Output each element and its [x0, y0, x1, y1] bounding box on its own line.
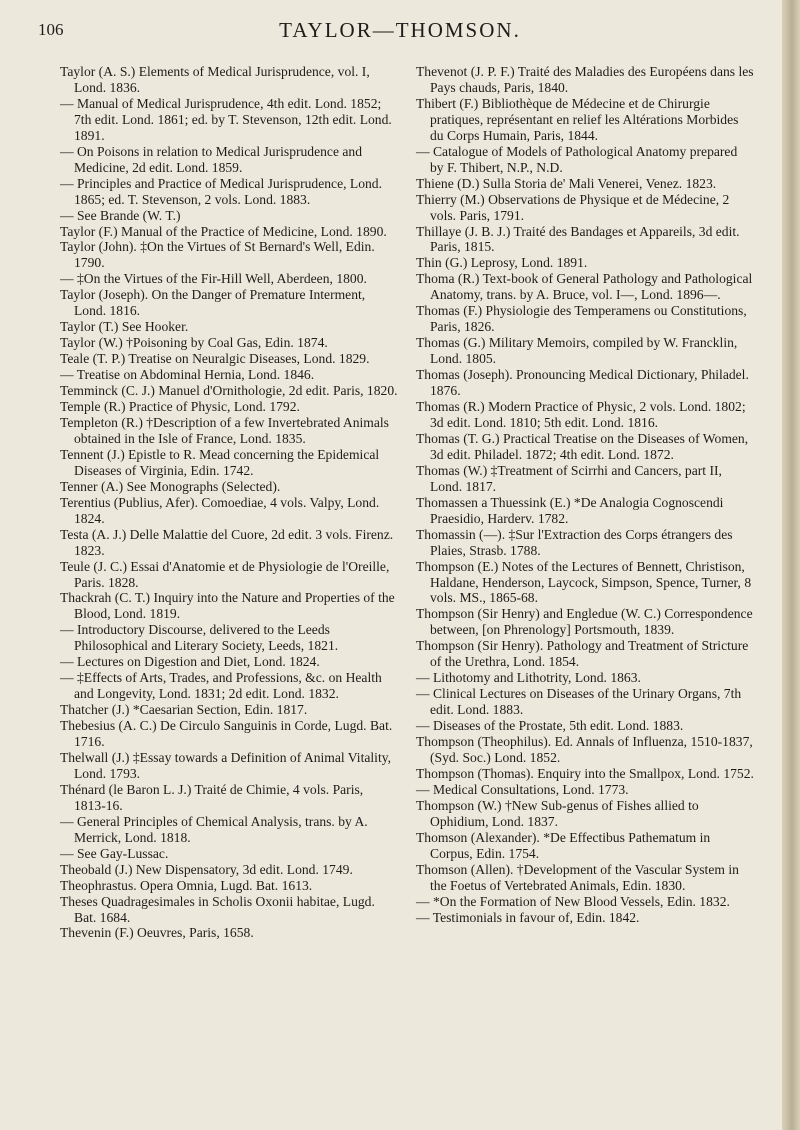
bibliography-entry: Thomassen a Thuessink (E.) *De Analogia Cognoscendi Praesidio, Harderv. 1782.	[416, 494, 724, 526]
bibliography-entry: Teule (J. C.) Essai d'Anatomie et de Physiologie de l'Oreille, Paris. 1828.	[60, 558, 390, 590]
bibliography-entry: Thénard (le Baron L. J.) Traité de Chimie, 4 vols. Paris, 1813-16.	[60, 781, 364, 813]
page-edge-shadow	[782, 0, 800, 1130]
bibliography-entry: Theophrastus. Opera Omnia, Lugd. Bat. 1613.	[60, 877, 313, 893]
bibliography-entry: Thomassin (—). ‡Sur l'Extraction des Corps étrangers des Plaies, Strasb. 1788.	[416, 526, 733, 558]
bibliography-entry: Thebesius (A. C.) De Circulo Sanguinis in Corde, Lugd. Bat. 1716.	[60, 718, 393, 750]
bibliography-entry: Thibert (F.) Bibliothèque de Médecine et de Chirurgie pratiques, représentant en relief les Altérations Morbides du Corps Humain, Paris, 1844.	[416, 95, 739, 143]
bibliography-entry: Thompson (W.) †New Sub-genus of Fishes allied to Ophidium, Lond. 1837.	[416, 797, 699, 829]
running-head: TAYLOR—THOMSON.	[279, 18, 521, 42]
bibliography-entry: Thomas (G.) Military Memoirs, compiled by W. Francklin, Lond. 1805.	[416, 335, 738, 367]
bibliography-entry: — Manual of Medical Jurisprudence, 4th edit. Lond. 1852; 7th edit. Lond. 1861; ed. by T. Stevenson, 12th edit. Lond. 1891.	[60, 95, 392, 143]
bibliography-entry: — Testimonials in favour of, Edin. 1842.	[416, 909, 640, 925]
bibliography-entry: Terentius (Publius, Afer). Comoediae, 4 vols. Valpy, Lond. 1824.	[60, 494, 380, 526]
bibliography-entry: — ‡On the Virtues of the Fir-Hill Well, Aberdeen, 1800.	[60, 271, 367, 287]
bibliography-entry: Temple (R.) Practice of Physic, Lond. 1792.	[60, 399, 300, 415]
bibliography-entry: Templeton (R.) †Description of a few Invertebrated Animals obtained in the Isle of France, Lond. 1835.	[60, 414, 389, 446]
bibliography-entry: Thomas (W.) ‡Treatment of Scirrhi and Cancers, part II, Lond. 1817.	[416, 462, 722, 494]
bibliography-entry: Taylor (John). ‡On the Virtues of St Bernard's Well, Edin. 1790.	[60, 239, 375, 271]
bibliography-entry: — Clinical Lectures on Diseases of the Urinary Organs, 7th edit. Lond. 1883.	[416, 686, 742, 718]
bibliography-entry: — Lectures on Digestion and Diet, Lond. 1824.	[60, 654, 320, 670]
bibliography-entry: Thomson (Allen). †Development of the Vascular System in the Foetus of Vertebrated Animals, Edin. 1830.	[416, 861, 739, 893]
bibliography-entry: — ‡Effects of Arts, Trades, and Professions, &c. on Health and Longevity, Lond. 1831; 2d edit. Lond. 1832.	[60, 670, 382, 702]
bibliography-entry: — See Brande (W. T.)	[60, 207, 181, 223]
bibliography-entry: Thelwall (J.) ‡Essay towards a Definition of Animal Vitality, Lond. 1793.	[60, 749, 392, 781]
bibliography-entry: — See Gay-Lussac.	[60, 845, 169, 861]
bibliography-entry: Thomas (Joseph). Pronouncing Medical Dictionary, Philadel. 1876.	[416, 367, 749, 399]
bibliography-entry: Teale (T. P.) Treatise on Neuralgic Diseases, Lond. 1829.	[60, 351, 370, 367]
bibliography-entry: Thillaye (J. B. J.) Traité des Bandages et Appareils, 3d edit. Paris, 1815.	[416, 223, 740, 255]
bibliography-entry: — Lithotomy and Lithotrity, Lond. 1863.	[416, 670, 641, 686]
bibliography-entry: Tenner (A.) See Monographs (Selected).	[60, 478, 281, 494]
bibliography-entry: Thompson (Sir Henry) and Engledue (W. C.) Correspondence between, [on Phrenology] Portsmouth, 1839.	[416, 606, 753, 638]
bibliography-entry: — General Principles of Chemical Analysis, trans. by A. Merrick, Lond. 1818.	[60, 813, 368, 845]
bibliography-entry: Thevenot (J. P. F.) Traité des Maladies des Européens dans les Pays chauds, Paris, 1840.	[416, 64, 754, 95]
bibliography-entry: — Treatise on Abdominal Hernia, Lond. 1846.	[60, 367, 315, 383]
bibliography-entry: Thackrah (C. T.) Inquiry into the Nature and Properties of the Blood, Lond. 1819.	[60, 590, 395, 622]
left-column	[60, 64, 398, 941]
bibliography-entry: Thompson (Sir Henry). Pathology and Treatment of Stricture of the Urethra, Lond. 1854.	[416, 638, 749, 670]
bibliography-entry: Thierry (M.) Observations de Physique et de Médecine, 2 vols. Paris, 1791.	[416, 191, 730, 223]
bibliography-entry: Thin (G.) Leprosy, Lond. 1891.	[416, 255, 588, 271]
bibliography-entry: Thomas (T. G.) Practical Treatise on the Diseases of Women, 3d edit. Philadel. 1872; 4th edit. Lond. 1872.	[416, 430, 749, 462]
bibliography-entry: Thatcher (J.) *Caesarian Section, Edin. 1817.	[60, 702, 308, 718]
bibliography-entry: — *On the Formation of New Blood Vessels, Edin. 1832.	[416, 893, 730, 909]
bibliography-entry: — Diseases of the Prostate, 5th edit. Lond. 1883.	[416, 718, 684, 734]
bibliography-entry: Taylor (T.) See Hooker.	[60, 319, 189, 335]
bibliography-entry: Thompson (Theophilus). Ed. Annals of Influenza, 1510-1837, (Syd. Soc.) Lond. 1852.	[416, 734, 753, 765]
bibliography-entry: Tennent (J.) Epistle to R. Mead concerning the Epidemical Diseases of Virginia, Edin. 1742.	[60, 446, 380, 478]
bibliography-entry: Thomson (Alexander). *De Effectibus Pathematum in Corpus, Edin. 1754.	[416, 829, 711, 861]
bibliography-entry: Thompson (E.) Notes of the Lectures of Bennett, Christison, Haldane, Henderson, Laycock, Simpson, Spence, Turner, 8 vols. MS., 1865-68.	[416, 558, 752, 606]
bibliography-entry: Temminck (C. J.) Manuel d'Ornithologie, 2d edit. Paris, 1820.	[60, 383, 398, 399]
bibliography-entry: Theses Quadragesimales in Scholis Oxonii habitae, Lugd. Bat. 1684.	[60, 893, 375, 925]
bibliography-entry: Thoma (R.) Text-book of General Pathology and Pathological Anatomy, trans. by A. Bruce, vol. I—, Lond. 1896—.	[416, 271, 753, 303]
bibliography-entry: Thomas (F.) Physiologie des Temperamens ou Constitutions, Paris, 1826.	[416, 303, 747, 335]
bibliography-entry: Taylor (A. S.) Elements of Medical Jurisprudence, vol. I, Lond. 1836.	[60, 64, 370, 95]
bibliography-entry: Taylor (W.) †Poisoning by Coal Gas, Edin. 1874.	[60, 335, 328, 351]
bibliography-entry: — Medical Consultations, Lond. 1773.	[416, 781, 629, 797]
bibliography-entry: Thompson (Thomas). Enquiry into the Smallpox, Lond. 1752.	[416, 765, 754, 781]
page-number: 106	[38, 20, 64, 39]
bibliography-entry: Taylor (Joseph). On the Danger of Premature Interment, Lond. 1816.	[60, 287, 366, 319]
bibliography-entry: — Catalogue of Models of Pathological Anatomy prepared by F. Thibert, N.P., N.D.	[416, 143, 738, 175]
bibliography-entry: Thomas (R.) Modern Practice of Physic, 2 vols. Lond. 1802; 3d edit. Lond. 1810; 5th edit. Lond. 1816.	[416, 399, 746, 430]
bibliography-entry: Thevenin (F.) Oeuvres, Paris, 1658.	[60, 925, 254, 941]
bibliography-entry: Thiene (D.) Sulla Storia de' Mali Venerei, Venez. 1823.	[416, 175, 717, 191]
bibliography-entry: Theobald (J.) New Dispensatory, 3d edit. Lond. 1749.	[60, 861, 353, 877]
bibliography-entry: — Principles and Practice of Medical Jurisprudence, Lond. 1865; ed. T. Stevenson, 2 vols. Lond. 1883.	[60, 175, 383, 207]
bibliography-entry: — Introductory Discourse, delivered to the Leeds Philosophical and Literary Society, Leeds, 1821.	[60, 622, 339, 654]
bibliography-entry: Testa (A. J.) Delle Malattie del Cuore, 2d edit. 3 vols. Firenz. 1823.	[60, 526, 394, 558]
bibliography-entry: Taylor (F.) Manual of the Practice of Medicine, Lond. 1890.	[60, 223, 387, 239]
right-column	[416, 64, 754, 925]
bibliography-entry: — On Poisons in relation to Medical Jurisprudence and Medicine, 2d edit. Lond. 1859.	[60, 143, 363, 175]
